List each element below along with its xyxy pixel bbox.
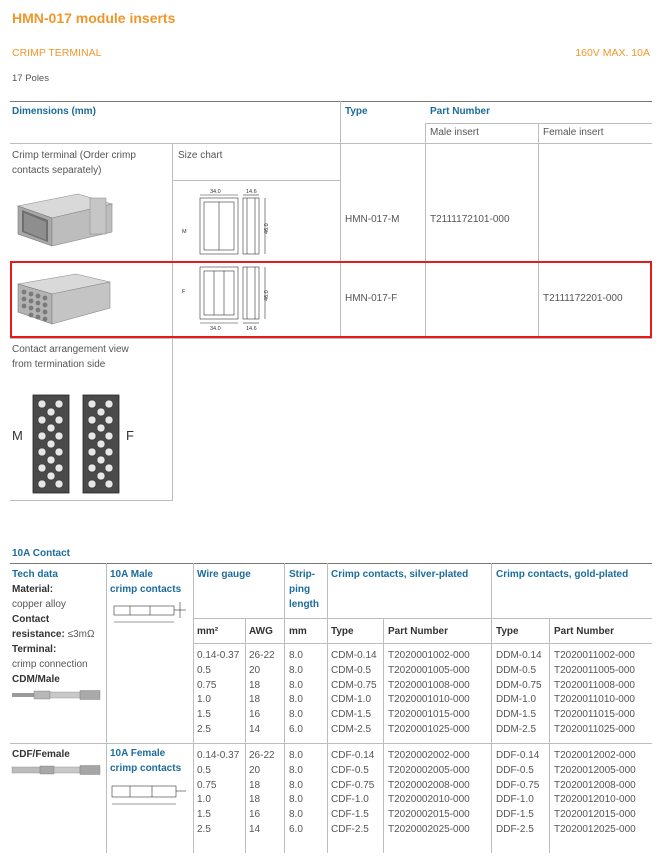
female-insert-photo: [14, 268, 114, 335]
wire-gauge-header: Wire gauge: [197, 569, 251, 580]
male-gold-part-column: T2020011002-000 T2020011005-000 T2020011008-000 T2020011010-000 T2020011015-000 T2020011025-000: [554, 650, 635, 735]
male-contact-photo: [10, 688, 104, 707]
size-chart-label: Size chart: [178, 150, 223, 161]
gold-part-subheader: Part Number: [554, 626, 615, 637]
female-contact-photo: [10, 763, 104, 782]
male-crimp-line2: crimp contacts: [110, 584, 182, 595]
male-gold-type-column: DDM-0.14 DDM-0.5 DDM-0.75 DDM-1.0 DDM-1.5 DDM-2.5: [496, 650, 542, 735]
male-mm2-column: 0.14-0.37 0.5 0.75 1.0 1.5 2.5: [197, 650, 240, 735]
male-crimp-drawing: [110, 600, 190, 635]
female-strip-column: 8.0 8.0 8.0 8.0 8.0 6.0: [289, 750, 303, 835]
female-awg-column: 26-22 20 18 18 16 14: [249, 750, 275, 835]
female-crimp-line1: 10A Female: [110, 748, 166, 759]
terminal-value: crimp connection: [12, 659, 88, 670]
female-gold-type-column: DDF-0.14 DDF-0.5 DDF-0.75 DDF-1.0 DDF-1.5 DDF-2.5: [496, 750, 540, 835]
female-size-chart: [180, 263, 275, 340]
female-crimp-drawing: [108, 782, 190, 817]
mm2-subheader: mm²: [197, 626, 219, 637]
male-crimp-line1: 10A Male: [110, 569, 153, 580]
size-chart-m-label: M: [182, 229, 187, 235]
row-m-male-part: T2111172101-000: [430, 214, 510, 225]
male-awg-column: 26-22 20 18 18 16 14: [249, 650, 275, 735]
row-f-type: HMN-017-F: [345, 293, 398, 304]
gold-type-subheader: Type: [496, 626, 519, 637]
rating-label: 160V MAX. 10A: [575, 47, 650, 59]
male-size-chart: [180, 186, 275, 263]
silver-plated-header: Crimp contacts, silver-plated: [331, 569, 469, 580]
female-silver-part-column: T2020002002-000 T2020002005-000 T2020002008-000 T2020002010-000 T2020002015-000 T2020002025-000: [388, 750, 470, 835]
mm-subheader: mm: [289, 626, 307, 637]
arrangement-m-label: M: [12, 428, 23, 443]
gold-plated-header: Crimp contacts, gold-plated: [496, 569, 629, 580]
size-chart-width-label: 34.0: [210, 326, 221, 332]
crimp-note-line1: Crimp terminal (Order crimp: [12, 150, 136, 161]
tech-data-header: Tech data: [12, 569, 58, 580]
resistance-value: ≤3mΩ: [67, 629, 95, 640]
material-label: Material:: [12, 584, 54, 595]
female-crimp-line2: crimp contacts: [110, 763, 182, 774]
type-header: Type: [345, 106, 368, 117]
female-insert-header: Female insert: [543, 127, 604, 138]
row-m-type: HMN-017-M: [345, 214, 400, 225]
arrangement-line2: from termination side: [12, 359, 106, 370]
cdf-female-label: CDF/Female: [12, 749, 70, 760]
awg-subheader: AWG: [249, 626, 273, 637]
female-mm2-column: 0.14-0.37 0.5 0.75 1.0 1.5 2.5: [197, 750, 240, 835]
size-chart-f-label: F: [182, 289, 186, 295]
male-arrangement-diagram: [32, 394, 70, 499]
male-silver-type-column: CDM-0.14 CDM-0.5 CDM-0.75 CDM-1.0 CDM-1.5 CDM-2.5: [331, 650, 377, 735]
material-value: copper alloy: [12, 599, 66, 610]
female-gold-part-column: T2020012002-000 T2020012005-000 T2020012008-000 T2020012010-000 T2020012015-000 T2020012025-000: [554, 750, 636, 835]
part-number-header: Part Number: [430, 106, 491, 117]
stripping-header-2: ping: [289, 584, 311, 595]
size-chart-height-label: 46.0: [264, 290, 270, 301]
poles-label: 17 Poles: [12, 73, 49, 84]
contact-label: Contact: [12, 614, 50, 625]
size-chart-width-label: 34.0: [210, 189, 221, 195]
terminal-label: Terminal:: [12, 644, 57, 655]
category-label: CRIMP TERMINAL: [12, 47, 102, 59]
male-strip-column: 8.0 8.0 8.0 8.0 8.0 6.0: [289, 650, 303, 735]
cdm-male-label: CDM/Male: [12, 674, 60, 685]
female-arrangement-diagram: [82, 394, 120, 499]
arrangement-f-label: F: [126, 428, 134, 443]
male-insert-header: Male insert: [430, 127, 479, 138]
female-silver-type-column: CDF-0.14 CDF-0.5 CDF-0.75 CDF-1.0 CDF-1.5 CDF-2.5: [331, 750, 375, 835]
resistance-label: resistance:: [12, 629, 65, 640]
size-chart-depth-label: 14.6: [246, 326, 257, 332]
male-insert-photo: [14, 186, 114, 256]
stripping-header-3: length: [289, 599, 319, 610]
male-silver-part-column: T2020001002-000 T2020001005-000 T2020001008-000 T2020001010-000 T2020001015-000 T2020001025-000: [388, 650, 470, 735]
resistance-row: [12, 628, 94, 642]
row-f-female-part: T2111172201-000: [543, 293, 623, 304]
size-chart-depth-label: 14.6: [246, 189, 257, 195]
size-chart-height-label: 46.0: [264, 223, 270, 234]
dimensions-header: Dimensions (mm): [12, 106, 96, 117]
arrangement-line1: Contact arrangement view: [12, 344, 129, 355]
silver-part-subheader: Part Number: [388, 626, 449, 637]
crimp-note-line2: contacts separately): [12, 165, 102, 176]
stripping-header-1: Strip-: [289, 569, 316, 580]
page-title: HMN-017 module inserts: [12, 10, 176, 26]
silver-type-subheader: Type: [331, 626, 354, 637]
contact-section-title: 10A Contact: [12, 548, 70, 559]
